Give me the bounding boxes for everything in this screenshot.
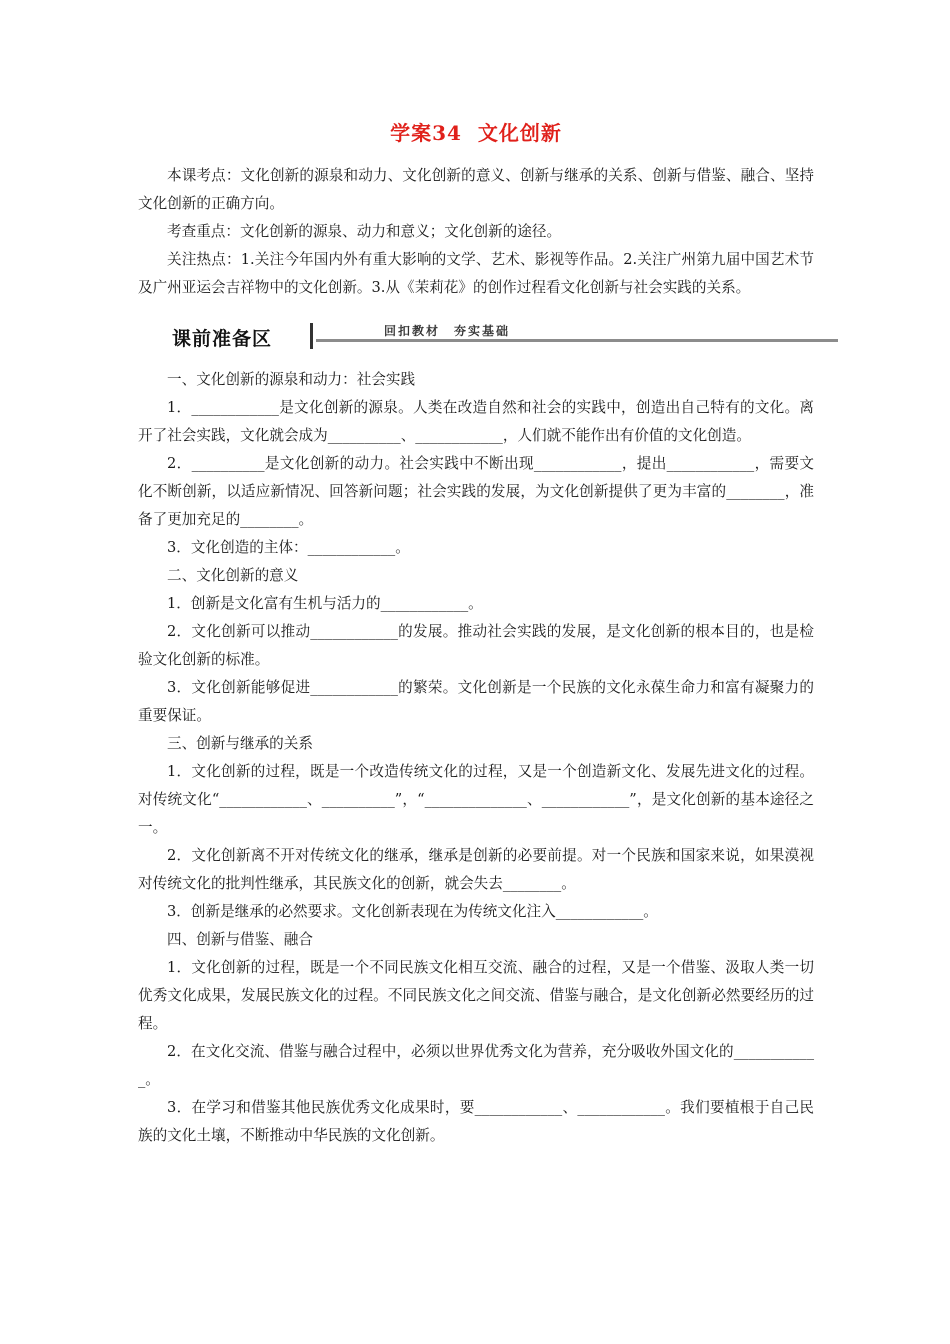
exam-focus: 考查重点：文化创新的源泉、动力和意义；文化创新的途径。 xyxy=(167,223,562,240)
heading-1: 一、文化创新的源泉和动力：社会实践 xyxy=(167,371,416,388)
item-1-1: 1．____________是文化创新的源泉。人类在改造自然和社会的实践中，创造出自己特有的文化。离开了社会实践，文化就会成为__________、____________，人们就不能作出有价值的文化创造。 xyxy=(138,399,814,444)
lesson-topic: 文化创新 xyxy=(477,121,562,145)
intro-section xyxy=(138,162,814,302)
item-3-2: 2．文化创新离不开对传统文化的继承，继承是创新的必要前提。对一个民族和国家来说，如果漠视对传统文化的批判性继承，其民族文化的创新，就会失去________。 xyxy=(138,847,814,892)
item-3-3: 3．创新是继承的必然要求。文化创新表现在为传统文化注入____________。 xyxy=(167,903,658,920)
page-title xyxy=(138,118,814,148)
banner-title: 课前准备区 xyxy=(172,328,273,350)
heading-4: 四、创新与借鉴、融合 xyxy=(167,931,313,948)
item-3-1: 1．文化创新的过程，既是一个改造传统文化的过程，又是一个创造新文化、发展先进文化的过程。对传统文化“____________、__________”，“______________、____________”，是文化创新的基本途径之一。 xyxy=(138,763,814,836)
item-4-2: 2．在文化交流、借鉴与融合过程中，必须以世界优秀文化为营养，充分吸收外国文化的____________。 xyxy=(138,1043,814,1088)
item-1-2: 2．__________是文化创新的动力。社会实践中不断出现____________，提出____________，需要文化不断创新，以适应新情况、回答新问题；社会实践的发展，为文化创新提供了更为丰富的________，准备了更加充足的________。 xyxy=(138,455,814,528)
hot-topics: 关注热点：1.关注今年国内外有重大影响的文学、艺术、影视等作品。2.关注广州第九届中国艺术节及广州亚运会吉祥物中的文化创新。3.从《茉莉花》的创作过程看文化创新与社会实践的关系。 xyxy=(138,251,814,296)
lesson-number: 学案34 xyxy=(390,121,462,145)
banner-sub-1: 回扣教材 xyxy=(384,324,441,338)
item-2-2: 2．文化创新可以推动____________的发展。推动社会实践的发展，是文化创新的根本目的，也是检验文化创新的标准。 xyxy=(138,623,814,668)
heading-3: 三、创新与继承的关系 xyxy=(167,735,313,752)
banner-sub-2: 夯实基础 xyxy=(454,324,511,338)
item-2-1: 1．创新是文化富有生机与活力的____________。 xyxy=(167,595,483,612)
item-4-3: 3．在学习和借鉴其他民族优秀文化成果时，要____________、____________。我们要植根于自己民族的文化土壤，不断推动中华民族的文化创新。 xyxy=(138,1099,814,1144)
section-banner xyxy=(138,322,814,352)
body-section xyxy=(138,366,814,1150)
heading-2: 二、文化创新的意义 xyxy=(167,567,299,584)
item-2-3: 3．文化创新能够促进____________的繁荣。文化创新是一个民族的文化永葆生命力和富有凝聚力的重要保证。 xyxy=(138,679,814,724)
banner-subtitle xyxy=(384,322,510,339)
banner-divider xyxy=(310,323,313,349)
item-4-1: 1．文化创新的过程，既是一个不同民族文化相互交流、融合的过程，又是一个借鉴、汲取人类一切优秀文化成果，发展民族文化的过程。不同民族文化之间交流、借鉴与融合，是文化创新必然要经历的过程。 xyxy=(138,959,814,1032)
exam-points: 本课考点：文化创新的源泉和动力、文化创新的意义、创新与继承的关系、创新与借鉴、融合、坚持文化创新的正确方向。 xyxy=(138,167,814,212)
banner-rule xyxy=(316,339,838,342)
item-1-3: 3．文化创造的主体：____________。 xyxy=(167,539,410,556)
worksheet-page xyxy=(138,118,814,1150)
